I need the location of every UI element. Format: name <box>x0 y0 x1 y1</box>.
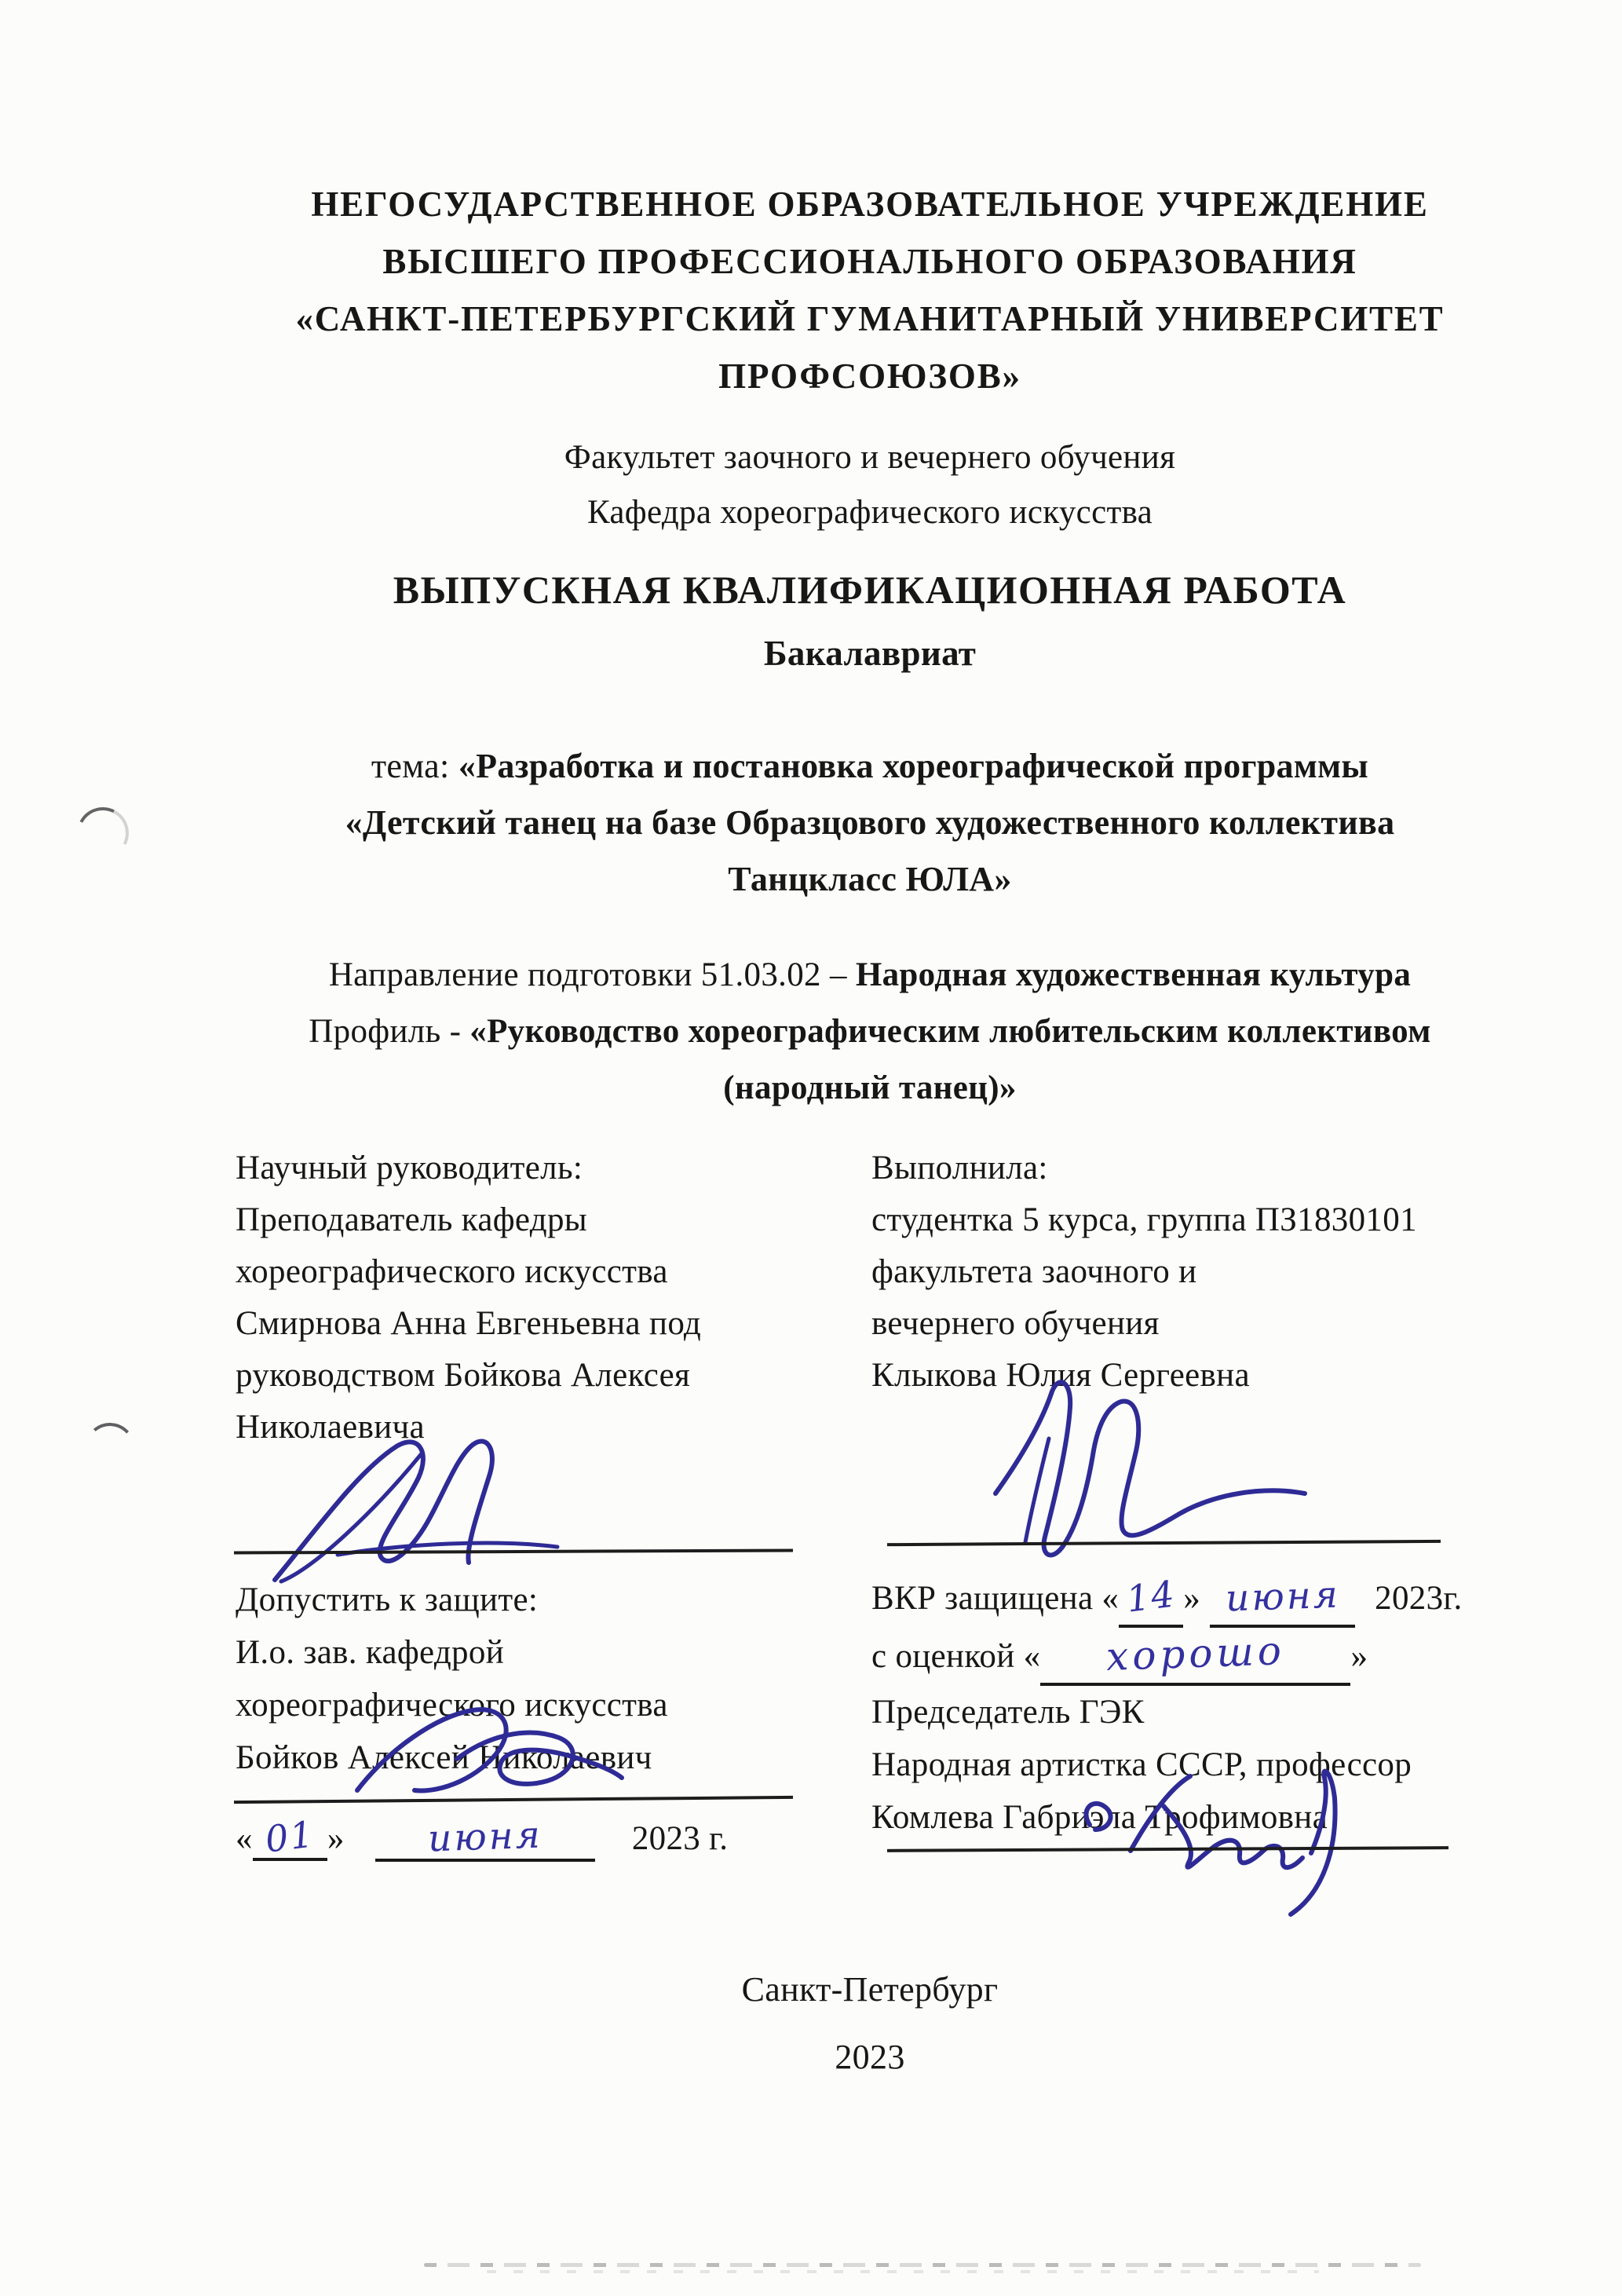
admit-month-underline <box>375 1815 595 1862</box>
defense-close-quote: » <box>1183 1580 1201 1617</box>
author-line: студентка 5 курса, группа ПЗ1830101 <box>871 1201 1417 1238</box>
profile-line-2 <box>236 1060 1504 1117</box>
hole-punch-mark-bottom <box>83 1421 137 1475</box>
close-quote: » <box>327 1820 345 1857</box>
author-line: факультета заочного и <box>871 1253 1197 1290</box>
profile-line-1 <box>236 1004 1504 1060</box>
org-line-4: ПРОФСОЮЗОВ» <box>718 356 1021 396</box>
chair-signature <box>1052 1753 1358 1918</box>
theme-title-part-3: Танцкласс ЮЛА» <box>728 860 1012 898</box>
grade-handwritten: хорошо <box>1105 1628 1286 1680</box>
supervisor-signature <box>228 1431 589 1584</box>
department-line: Кафедра хореографического искусства <box>586 494 1153 531</box>
faculty-block <box>236 430 1504 540</box>
defense-prefix: ВКР защищена « <box>871 1580 1120 1617</box>
supervisor-line: руководством Бойкова Алексея <box>236 1357 691 1394</box>
author-line: вечернего обучения <box>871 1305 1160 1342</box>
head-of-department-signature <box>338 1702 636 1804</box>
org-line-2: ВЫСШЕГО ПРОФЕССИОНАЛЬНОГО ОБРАЗОВАНИЯ <box>382 242 1357 281</box>
supervisor-line: хореографического искусства <box>236 1253 668 1290</box>
hole-punch-mark-top <box>70 800 135 865</box>
grade-underline <box>1040 1628 1350 1686</box>
work-type-title: ВЫПУСКНАЯ КВАЛИФИКАЦИОННАЯ РАБОТА <box>393 568 1347 612</box>
supervisor-line: Николаевича <box>236 1409 425 1446</box>
direction-profile-block <box>236 947 1504 1117</box>
supervisor-line: Смирнова Анна Евгеньевна под <box>236 1305 702 1342</box>
defense-month-underline <box>1210 1570 1355 1628</box>
chair-title: Председатель ГЭК <box>871 1694 1145 1731</box>
admit-line: И.о. зав. кафедрой <box>236 1634 505 1671</box>
org-line-3: «САНКТ-ПЕТЕРБУРГСКИЙ ГУМАНИТАРНЫЙ УНИВЕРСИТЕТ <box>295 299 1445 338</box>
university-header <box>236 176 1504 405</box>
faculty-line: Факультет заочного и вечернего обучения <box>564 439 1176 476</box>
thesis-theme <box>236 738 1504 908</box>
defense-day-handwritten: 14 <box>1123 1572 1178 1621</box>
publication-year: 2023 <box>835 2038 905 2076</box>
grade-close-quote: » <box>1350 1638 1368 1675</box>
admit-year: 2023 г. <box>631 1820 729 1857</box>
profile-name-part-1: «Руководство хореографическим любительским коллективом <box>469 1013 1431 1050</box>
theme-title-part-2: «Детский танец на базе Образцового художественного коллектива <box>345 803 1395 842</box>
org-line-1: НЕГОСУДАРСТВЕННОЕ ОБРАЗОВАТЕЛЬНОЕ УЧРЕЖДЕНИЕ <box>311 185 1429 224</box>
defense-day-underline <box>1119 1570 1183 1628</box>
author-label: Выполнила: <box>871 1150 1048 1186</box>
profile-prefix: Профиль - <box>309 1013 470 1050</box>
author-line: Клыкова Юлия Сергеевна <box>871 1357 1250 1394</box>
direction-prefix: Направление подготовки 51.03.02 – <box>328 956 856 993</box>
defense-year: 2023г. <box>1375 1580 1463 1617</box>
admit-line: хореографического искусства <box>236 1687 668 1724</box>
chair-name: Комлева Габриэла Трофимовна <box>871 1799 1328 1836</box>
profile-name-part-2: (народный танец)» <box>723 1069 1017 1106</box>
grade-prefix: с оценкой « <box>871 1638 1041 1675</box>
admit-day-handwritten: 01 <box>262 1812 317 1861</box>
degree-level: Бакалавриат <box>763 634 977 673</box>
theme-prefix: тема: <box>371 747 458 785</box>
admit-line: Бойков Алексей Николаевич <box>236 1739 652 1776</box>
direction-name: Народная художественная культура <box>855 956 1412 993</box>
theme-title-part-1: «Разработка и постановка хореографической программы <box>458 747 1369 785</box>
city: Санкт-Петербург <box>741 1970 999 2009</box>
defense-month-handwritten: июня <box>1224 1573 1341 1621</box>
supervisor-line: Преподаватель кафедры <box>236 1201 587 1238</box>
chair-rank: Народная артистка СССР, профессор <box>871 1746 1412 1783</box>
theme-line-3 <box>236 851 1504 908</box>
author-block <box>871 1143 1515 1402</box>
grade-row <box>871 1628 1523 1686</box>
admit-date-row <box>236 1812 729 1862</box>
scan-bleed-through-smudge-light <box>487 2270 1319 2273</box>
supervisor-label: Научный руководитель: <box>236 1150 583 1186</box>
direction-line <box>236 947 1504 1004</box>
open-quote: « <box>236 1820 253 1857</box>
scan-bleed-through-smudge <box>424 2263 1421 2267</box>
supervisor-block <box>236 1143 864 1453</box>
admit-month-handwritten: июня <box>426 1813 543 1861</box>
defense-date-row <box>871 1570 1523 1628</box>
admit-day-underline <box>253 1812 327 1861</box>
theme-line-2 <box>236 795 1504 851</box>
admit-heading: Допустить к защите: <box>236 1581 539 1618</box>
theme-line-1 <box>236 738 1504 795</box>
